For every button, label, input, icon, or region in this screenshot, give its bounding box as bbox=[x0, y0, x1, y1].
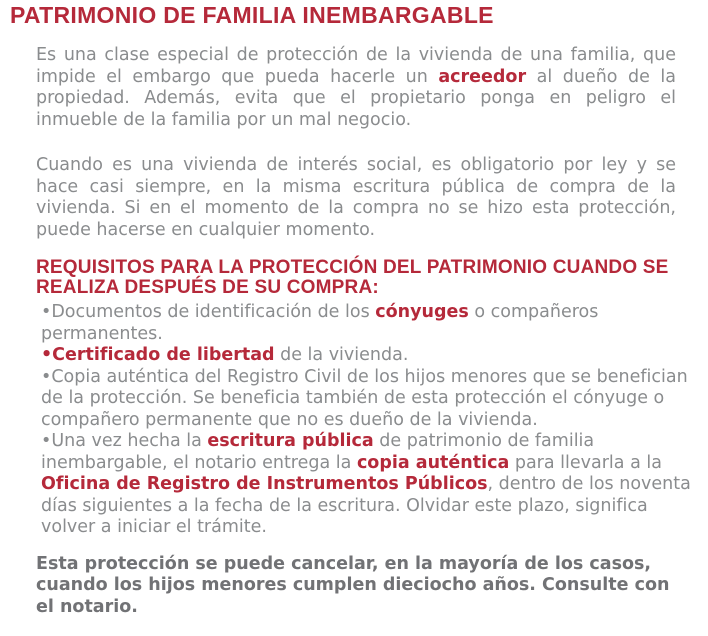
text-run: al dueño de la propiedad. Además, evita que el propietario ponga en peligro el inmueble de la familia por un mal negocio. bbox=[36, 66, 676, 130]
text-run: o compañeros permanentes. bbox=[41, 302, 599, 344]
requirement-item bbox=[41, 367, 698, 432]
accent-text: •Certificado de libertad bbox=[41, 345, 275, 365]
requirement-item bbox=[41, 302, 698, 345]
text-run: de la vivienda. bbox=[274, 345, 409, 365]
text-run: Es una clase especial de protección de la vivienda de una familia, que impide el embargo que pueda hacerle un bbox=[36, 45, 676, 87]
requirement-item bbox=[41, 345, 698, 367]
social-housing-paragraph: Cuando es una vivienda de interés social, es obligatorio por ley y se hace casi siempre, en la misma escritura pública de compra de la vivienda. Si en el momento de la compra no se hizo esta protección, puede hacerse en cualquier momento. bbox=[36, 155, 676, 240]
document-title: PATRIMONIO DE FAMILIA INEMBARGABLE bbox=[10, 2, 494, 28]
accent-text: Oficina de Registro de Instrumentos Públicos bbox=[41, 474, 488, 494]
text-run: , dentro de los noventa días siguientes a la fecha de la escritura. Olvidar este plazo, significa volver a iniciar el trámite. bbox=[41, 474, 691, 537]
text-run: •Documentos de identificación de los bbox=[41, 302, 376, 322]
text-run: de patrimonio de familia inembargable, el notario entrega la bbox=[41, 431, 595, 473]
accent-text: acreedor bbox=[438, 66, 527, 87]
text-run: •Copia auténtica del Registro Civil de los hijos menores que se benefician de la protección. Se beneficia también de esta protección el cónyuge o compañero permanente que no es dueño de la vivienda. bbox=[41, 366, 688, 430]
requirement-item bbox=[41, 431, 698, 539]
intro-paragraph bbox=[36, 45, 676, 131]
cancellation-note: Esta protección se puede cancelar, en la mayoría de los casos, cuando los hijos menores cumplen dieciocho años. Consulte con el notario. bbox=[36, 553, 670, 617]
text-run: para llevarla a la bbox=[509, 452, 662, 473]
accent-text: cónyuges bbox=[375, 302, 469, 322]
requirements-list bbox=[41, 302, 698, 539]
accent-text: copia auténtica bbox=[356, 452, 510, 473]
requirements-heading: REQUISITOS PARA LA PROTECCIÓN DEL PATRIMONIO CUANDO SE REALIZA DESPUÉS DE SU COMPRA: bbox=[36, 257, 669, 298]
text-run: •Una vez hecha la bbox=[41, 431, 208, 451]
accent-text: escritura pública bbox=[207, 431, 374, 451]
